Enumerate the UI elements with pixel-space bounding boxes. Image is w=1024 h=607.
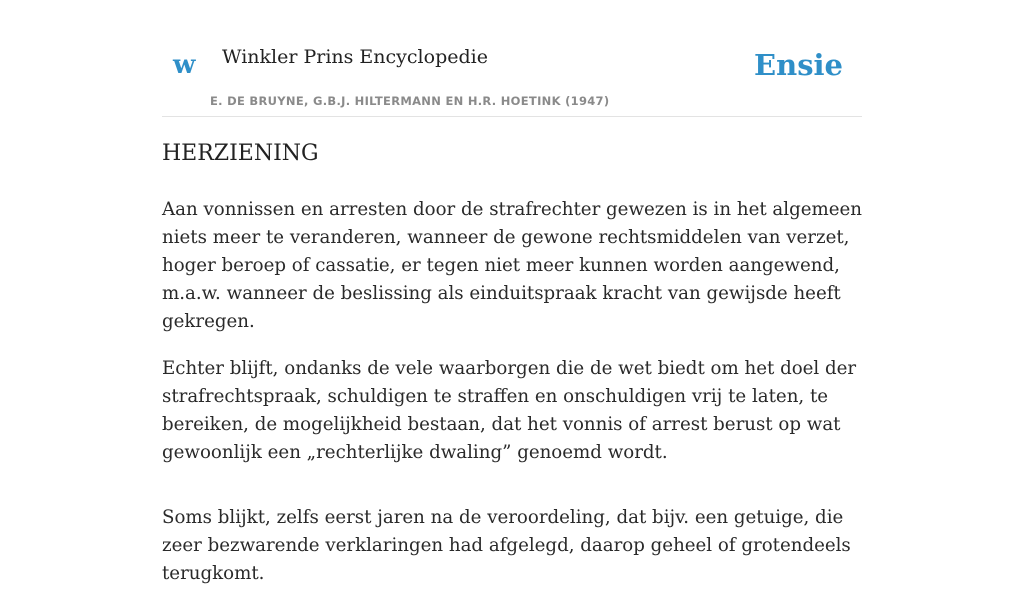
article-paragraph: Aan vonnissen en arresten door de strafrechter gewezen is in het algemeen niets meer te veranderen, wanneer de gewone rechtsmiddelen van verzet, hoger beroep of cassatie, er tegen niet meer kunnen worden aangewend, m.a.w. wanneer de beslissing als einduitspraak kracht van gewijsde heeft gekregen. <box>162 199 862 332</box>
winkler-prins-logo[interactable]: w <box>173 50 196 80</box>
article <box>162 138 862 607</box>
publication-authors: E. DE BRUYNE, G.B.J. HILTERMANN EN H.R. HOETINK (1947) <box>210 94 610 108</box>
header <box>162 0 862 117</box>
article-paragraph: Echter blijft, ondanks de vele waarborgen die de wet biedt om het doel der strafrechtspraak, schuldigen te straffen en onschuldigen vrij te laten, te bereiken, de mogelijkheid bestaan, dat het vonnis of arrest berust op wat gewoonlijk een „rechterlijke dwaling” genoemd wordt. <box>162 358 857 463</box>
ensie-logo[interactable]: Ensie <box>754 48 843 82</box>
article-paragraph: Soms blijkt, zelfs eerst jaren na de veroordeling, dat bijv. een getuige, die zeer bezwarende verklaringen had afgelegd, daarop geheel of grotendeels terugkomt. <box>162 507 851 584</box>
article-title: HERZIENING <box>162 141 319 166</box>
publication-title: Winkler Prins Encyclopedie <box>222 46 488 68</box>
